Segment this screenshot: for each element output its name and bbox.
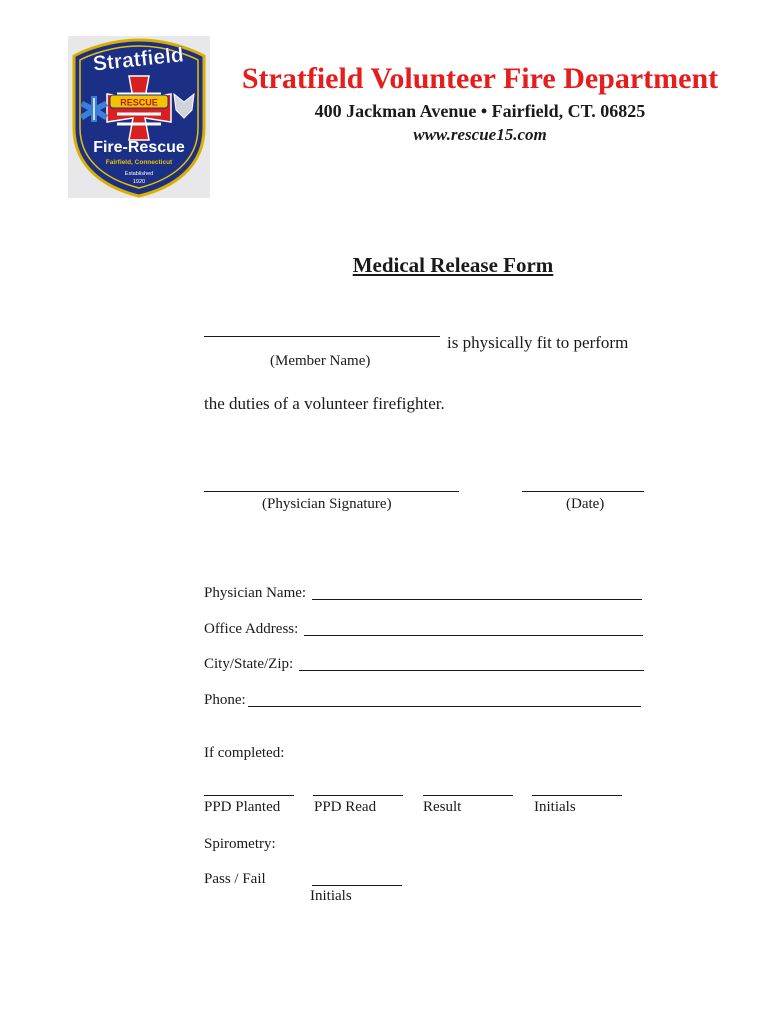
office-address-label: Office Address: — [204, 621, 299, 637]
city-state-zip-label: City/State/Zip: — [204, 656, 294, 672]
logo-established-year: 1920 — [132, 179, 146, 185]
member-name-label: (Member Name) — [270, 353, 371, 369]
organization-address: 400 Jackman Avenue • Fairfield, CT. 06825 — [314, 101, 646, 121]
spirometry-label: Spirometry: — [204, 836, 276, 852]
ppd-planted-label: PPD Planted — [204, 799, 281, 815]
date-label: (Date) — [566, 496, 605, 512]
initials-line[interactable] — [532, 795, 622, 796]
physician-name-label: Physician Name: — [204, 585, 307, 601]
form-title: Medical Release Form — [352, 253, 554, 277]
duties-statement: the duties of a volunteer firefighter. — [204, 394, 445, 413]
result-line[interactable] — [423, 795, 513, 796]
spirometry-initials-line[interactable] — [312, 885, 402, 886]
logo-established-label: Established — [124, 171, 154, 177]
spirometry-initials-label: Initials — [310, 888, 352, 904]
office-address-field[interactable] — [304, 635, 643, 636]
ppd-planted-line[interactable] — [204, 795, 294, 796]
date-line[interactable] — [522, 491, 644, 492]
phone-label: Phone: — [204, 692, 246, 708]
logo-badge-text: RESCUE — [120, 97, 158, 108]
fire-rescue-logo — [68, 36, 210, 198]
fitness-statement: is physically fit to perform — [447, 333, 629, 352]
pass-fail-label: Pass / Fail — [204, 871, 266, 887]
result-label: Result — [423, 799, 462, 815]
logo-location-text: Fairfield, Connecticut — [105, 159, 173, 166]
ppd-read-line[interactable] — [313, 795, 403, 796]
member-name-line[interactable] — [204, 336, 440, 337]
physician-signature-line[interactable] — [204, 491, 459, 492]
phone-field[interactable] — [248, 706, 641, 707]
organization-website: www.rescue15.com — [413, 125, 547, 144]
logo-top-text: Stratfield — [91, 43, 185, 76]
if-completed-label: If completed: — [204, 745, 285, 761]
organization-name: Stratfield Volunteer Fire Department — [241, 62, 719, 95]
city-state-zip-field[interactable] — [299, 670, 644, 671]
initials-label: Initials — [534, 799, 576, 815]
logo-bottom-text: Fire-Rescue — [93, 139, 185, 156]
physician-signature-label: (Physician Signature) — [262, 496, 392, 512]
ppd-read-label: PPD Read — [314, 799, 377, 815]
physician-name-field[interactable] — [312, 599, 642, 600]
